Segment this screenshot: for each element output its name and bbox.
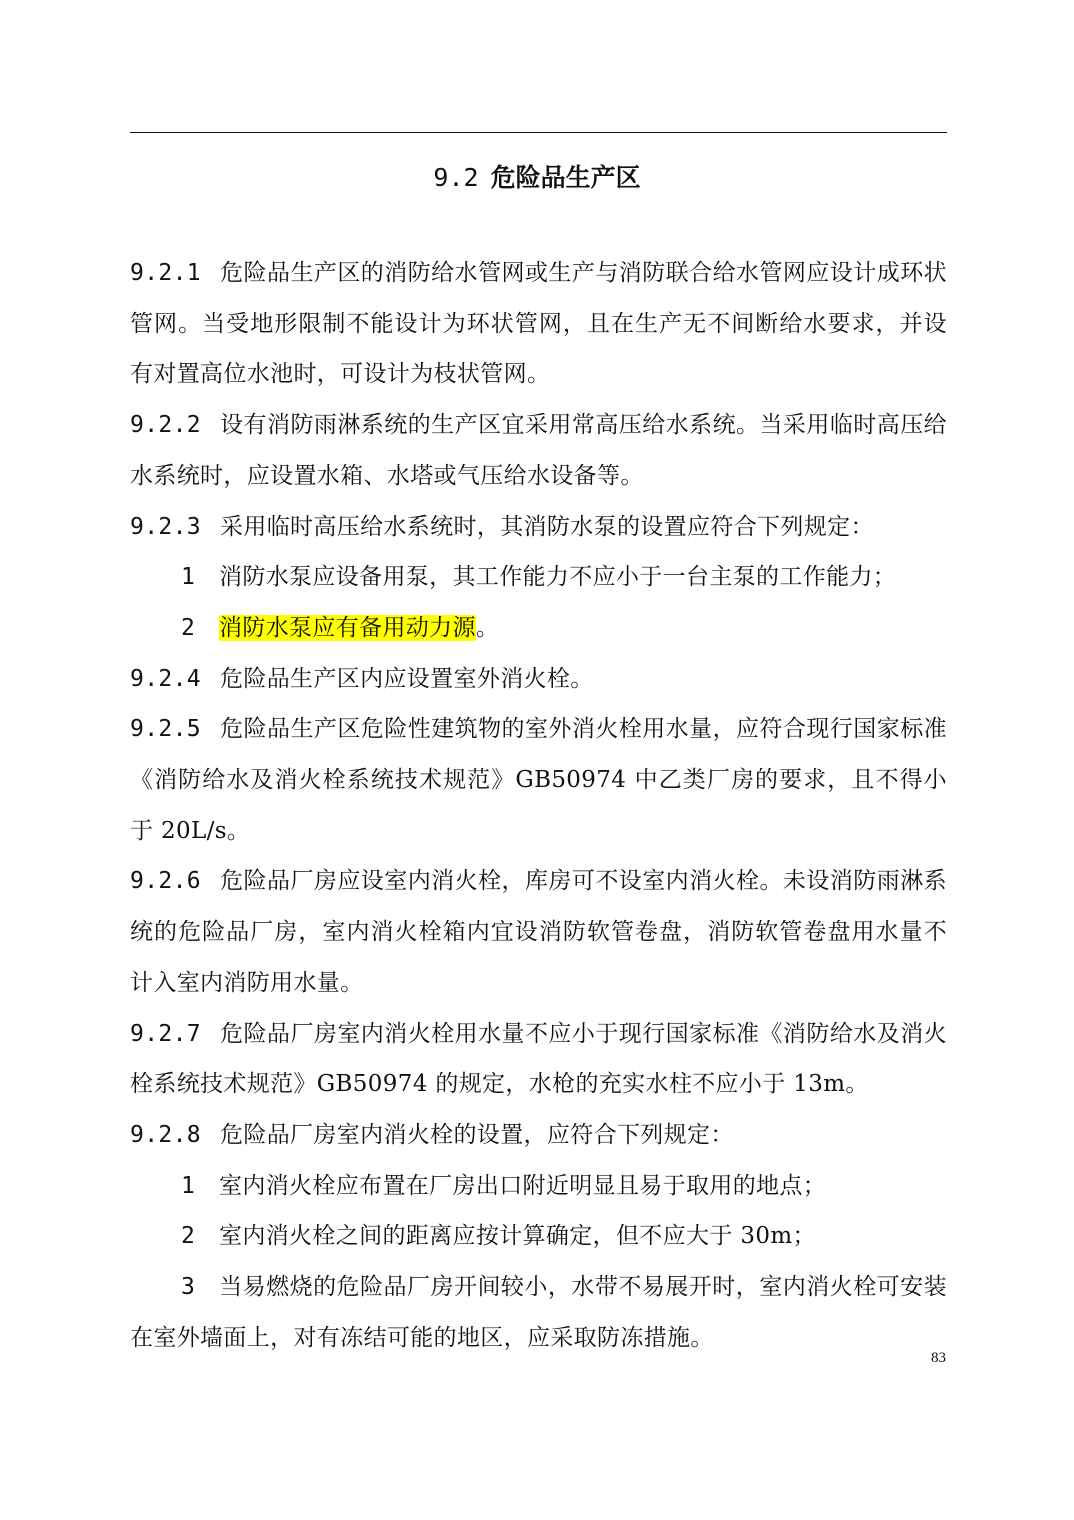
list-item	[130, 603, 947, 654]
clause-9-2-7	[130, 1009, 947, 1110]
clause-9-2-3	[130, 502, 947, 553]
section-number: 9.2	[433, 163, 479, 192]
section-title-text: 危险品生产区	[490, 163, 641, 192]
clause-9-2-1	[130, 248, 947, 400]
clause-9-2-4	[130, 654, 947, 705]
clause-text: 危险品生产区危险性建筑物的室外消火栓用水量，应符合现行国家标准《消防给水及消火栓系统技术规范》GB50974 中乙类厂房的要求，且不得小于 20L/s。	[130, 716, 947, 844]
clause-text: 危险品厂房室内消火栓用水量不应小于现行国家标准《消防给水及消火栓系统技术规范》GB50974 的规定，水枪的充实水柱不应小于 13m。	[130, 1020, 947, 1098]
item-number: 1	[181, 1172, 196, 1199]
clause-number: 9.2.5	[130, 716, 201, 743]
list-item	[130, 552, 947, 603]
item-number: 3	[181, 1274, 196, 1301]
clause-9-2-6	[130, 856, 947, 1008]
item-text: 消防水泵应设备用泵，其工作能力不应小于一台主泵的工作能力；	[219, 564, 897, 591]
clause-number: 9.2.2	[130, 412, 201, 439]
item-text: 。	[475, 614, 500, 641]
clause-text: 设有消防雨淋系统的生产区宜采用常高压给水系统。当采用临时高压给水系统时，应设置水箱、水塔或气压给水设备等。	[130, 412, 947, 489]
list-item	[130, 1161, 947, 1212]
clause-9-2-8	[130, 1110, 947, 1161]
item-number: 1	[181, 564, 196, 591]
highlighted-text: 消防水泵应有备用动力源	[219, 614, 476, 641]
section-title	[0, 158, 1074, 198]
clause-number: 9.2.7	[130, 1020, 201, 1047]
clause-text: 危险品厂房室内消火栓的设置，应符合下列规定：	[220, 1121, 734, 1148]
item-text: 室内消火栓之间的距离应按计算确定，但不应大于 30m；	[219, 1223, 816, 1250]
clause-text: 危险品生产区的消防给水管网或生产与消防联合给水管网应设计成环状管网。当受地形限制不能设计为环状管网，且在生产无不间断给水要求，并设有对置高位水池时，可设计为枝状管网。	[130, 260, 947, 388]
list-item	[130, 1211, 947, 1262]
document-body	[130, 248, 947, 1363]
clause-9-2-5	[130, 704, 947, 856]
item-number: 2	[181, 1223, 196, 1250]
item-text: 室内消火栓应布置在厂房出口附近明显且易于取用的地点；	[219, 1172, 827, 1199]
item-text: 当易燃烧的危险品厂房开间较小，水带不易展开时，室内消火栓可安装在室外墙面上，对有冻结可能的地区，应采取防冻措施。	[130, 1274, 947, 1351]
clause-9-2-2	[130, 400, 947, 501]
clause-number: 9.2.6	[130, 868, 201, 895]
clause-text: 采用临时高压给水系统时，其消防水泵的设置应符合下列规定：	[220, 513, 874, 540]
clause-text: 危险品生产区内应设置室外消火栓。	[220, 665, 594, 692]
item-number: 2	[181, 614, 196, 641]
header-rule	[130, 132, 947, 133]
clause-number: 9.2.1	[130, 260, 201, 286]
clause-number: 9.2.8	[130, 1121, 201, 1148]
clause-number: 9.2.3	[130, 513, 201, 540]
page-number: 83	[931, 1350, 946, 1366]
clause-number: 9.2.4	[130, 665, 201, 692]
list-item	[130, 1262, 947, 1363]
clause-text: 危险品厂房应设室内消火栓，库房可不设室内消火栓。未设消防雨淋系统的危险品厂房，室内消火栓箱内宜设消防软管卷盘，消防软管卷盘用水量不计入室内消防用水量。	[130, 868, 947, 996]
